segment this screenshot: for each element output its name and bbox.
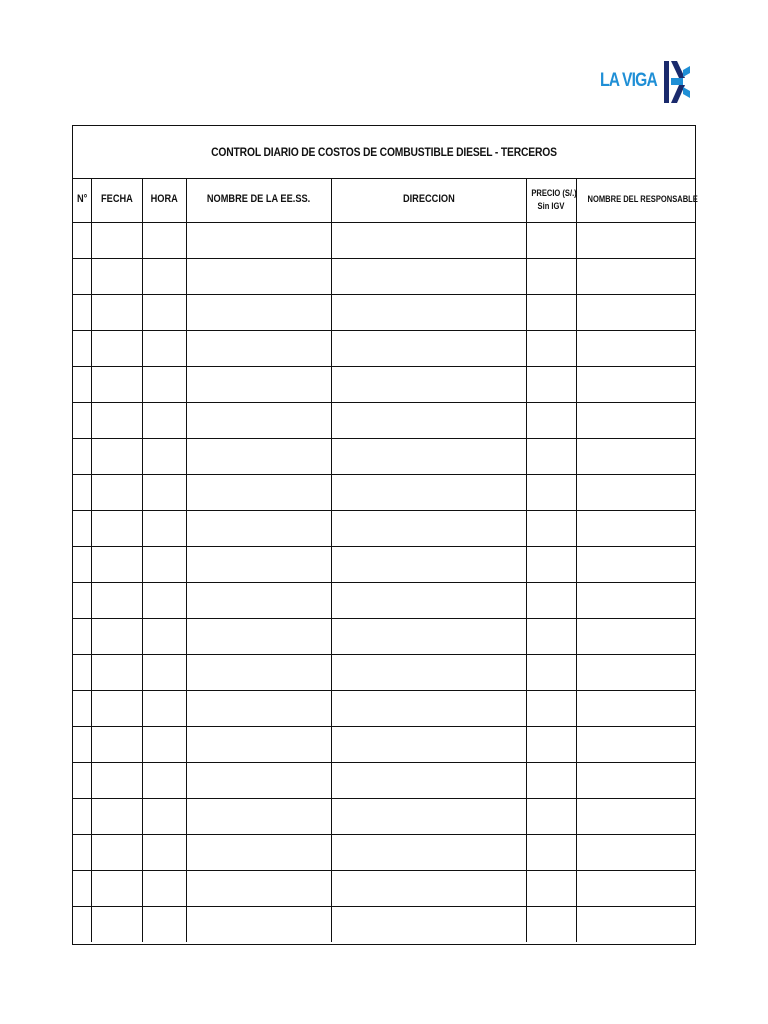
cell-direccion[interactable] xyxy=(331,835,526,871)
cell-direccion[interactable] xyxy=(331,547,526,583)
cell-estacion[interactable] xyxy=(186,547,331,583)
table-row xyxy=(73,295,695,331)
cell-hora[interactable] xyxy=(142,835,186,871)
cell-fecha[interactable] xyxy=(91,367,142,403)
cell-direccion[interactable] xyxy=(331,511,526,547)
cell-precio[interactable] xyxy=(526,295,576,331)
cell-fecha[interactable] xyxy=(91,799,142,835)
cell-estacion[interactable] xyxy=(186,655,331,691)
table-row xyxy=(73,223,695,259)
cell-responsable[interactable] xyxy=(576,367,695,403)
table-row xyxy=(73,403,695,439)
cell-responsable[interactable] xyxy=(576,223,695,259)
cell-precio[interactable] xyxy=(526,583,576,619)
cell-hora[interactable] xyxy=(142,799,186,835)
cell-responsable[interactable] xyxy=(576,907,695,943)
la-viga-logo-mark-icon xyxy=(662,58,692,108)
cell-estacion[interactable] xyxy=(186,799,331,835)
cell-fecha[interactable] xyxy=(91,547,142,583)
cell-estacion[interactable] xyxy=(186,367,331,403)
cell-precio[interactable] xyxy=(526,223,576,259)
cell-estacion[interactable] xyxy=(186,763,331,799)
cell-fecha[interactable] xyxy=(91,583,142,619)
cell-numero[interactable] xyxy=(73,475,91,511)
table-row xyxy=(73,763,695,799)
cell-hora[interactable] xyxy=(142,907,186,943)
cell-direccion[interactable] xyxy=(331,403,526,439)
cell-numero[interactable] xyxy=(73,583,91,619)
cell-responsable[interactable] xyxy=(576,655,695,691)
brand-logo xyxy=(600,58,692,108)
cell-direccion[interactable] xyxy=(331,763,526,799)
cell-hora[interactable] xyxy=(142,619,186,655)
cell-direccion[interactable] xyxy=(331,727,526,763)
cell-precio[interactable] xyxy=(526,655,576,691)
cell-hora[interactable] xyxy=(142,475,186,511)
form-title: CONTROL DIARIO DE COSTOS DE COMBUSTIBLE DIESEL - TERCEROS xyxy=(211,145,557,159)
cell-fecha[interactable] xyxy=(91,511,142,547)
cell-precio[interactable] xyxy=(526,331,576,367)
table-row xyxy=(73,439,695,475)
cell-responsable[interactable] xyxy=(576,619,695,655)
cell-precio[interactable] xyxy=(526,439,576,475)
table-row xyxy=(73,331,695,367)
cell-estacion[interactable] xyxy=(186,439,331,475)
cell-precio[interactable] xyxy=(526,511,576,547)
cell-fecha[interactable] xyxy=(91,259,142,295)
cell-hora[interactable] xyxy=(142,583,186,619)
cell-hora[interactable] xyxy=(142,691,186,727)
cell-estacion[interactable] xyxy=(186,223,331,259)
cell-responsable[interactable] xyxy=(576,799,695,835)
cell-direccion[interactable] xyxy=(331,259,526,295)
cell-responsable[interactable] xyxy=(576,331,695,367)
cell-fecha[interactable] xyxy=(91,295,142,331)
table-row xyxy=(73,475,695,511)
cell-precio[interactable] xyxy=(526,907,576,943)
cell-precio[interactable] xyxy=(526,367,576,403)
table-row xyxy=(73,871,695,907)
table-header-row xyxy=(73,178,695,223)
cell-responsable[interactable] xyxy=(576,871,695,907)
cell-responsable[interactable] xyxy=(576,259,695,295)
cell-precio[interactable] xyxy=(526,547,576,583)
column-header-precio: PRECIO (S/.) Sin IGV xyxy=(526,178,576,223)
cell-hora[interactable] xyxy=(142,727,186,763)
cell-precio[interactable] xyxy=(526,835,576,871)
table-row xyxy=(73,367,695,403)
cell-estacion[interactable] xyxy=(186,511,331,547)
fuel-cost-control-form xyxy=(72,125,696,945)
cell-hora[interactable] xyxy=(142,511,186,547)
table-row xyxy=(73,259,695,295)
table-row xyxy=(73,619,695,655)
table-body xyxy=(73,223,695,943)
cell-fecha[interactable] xyxy=(91,475,142,511)
cell-direccion[interactable] xyxy=(331,475,526,511)
table-row xyxy=(73,835,695,871)
cell-estacion[interactable] xyxy=(186,835,331,871)
table-row xyxy=(73,799,695,835)
cell-fecha[interactable] xyxy=(91,223,142,259)
cell-precio[interactable] xyxy=(526,727,576,763)
cell-direccion[interactable] xyxy=(331,871,526,907)
cell-numero[interactable] xyxy=(73,331,91,367)
cell-numero[interactable] xyxy=(73,871,91,907)
cell-direccion[interactable] xyxy=(331,295,526,331)
form-title-row xyxy=(73,126,695,179)
cell-precio[interactable] xyxy=(526,799,576,835)
cell-responsable[interactable] xyxy=(576,295,695,331)
cell-precio[interactable] xyxy=(526,403,576,439)
cell-fecha[interactable] xyxy=(91,403,142,439)
column-header-estacion: NOMBRE DE LA EE.SS. xyxy=(186,178,331,223)
column-header-hora: HORA xyxy=(142,178,186,223)
cell-direccion[interactable] xyxy=(331,691,526,727)
cell-direccion[interactable] xyxy=(331,331,526,367)
cell-hora[interactable] xyxy=(142,439,186,475)
cell-precio[interactable] xyxy=(526,619,576,655)
cell-fecha[interactable] xyxy=(91,835,142,871)
table-row xyxy=(73,727,695,763)
cell-hora[interactable] xyxy=(142,547,186,583)
cell-numero[interactable] xyxy=(73,907,91,943)
cell-responsable[interactable] xyxy=(576,583,695,619)
cell-estacion[interactable] xyxy=(186,259,331,295)
cell-precio[interactable] xyxy=(526,763,576,799)
cell-estacion[interactable] xyxy=(186,583,331,619)
cell-responsable[interactable] xyxy=(576,475,695,511)
cell-precio[interactable] xyxy=(526,475,576,511)
cell-numero[interactable] xyxy=(73,403,91,439)
cell-direccion[interactable] xyxy=(331,367,526,403)
cell-fecha[interactable] xyxy=(91,691,142,727)
cell-responsable[interactable] xyxy=(576,511,695,547)
cell-estacion[interactable] xyxy=(186,727,331,763)
cell-estacion[interactable] xyxy=(186,691,331,727)
fuel-cost-table xyxy=(73,178,698,942)
cell-direccion[interactable] xyxy=(331,223,526,259)
cell-fecha[interactable] xyxy=(91,763,142,799)
cell-fecha[interactable] xyxy=(91,331,142,367)
cell-estacion[interactable] xyxy=(186,871,331,907)
cell-hora[interactable] xyxy=(142,223,186,259)
cell-numero[interactable] xyxy=(73,439,91,475)
cell-responsable[interactable] xyxy=(576,727,695,763)
cell-numero[interactable] xyxy=(73,367,91,403)
cell-precio[interactable] xyxy=(526,871,576,907)
cell-numero[interactable] xyxy=(73,799,91,835)
cell-responsable[interactable] xyxy=(576,547,695,583)
cell-hora[interactable] xyxy=(142,367,186,403)
table-row xyxy=(73,907,695,943)
cell-hora[interactable] xyxy=(142,295,186,331)
cell-precio[interactable] xyxy=(526,259,576,295)
cell-direccion[interactable] xyxy=(331,907,526,943)
cell-numero[interactable] xyxy=(73,619,91,655)
cell-estacion[interactable] xyxy=(186,295,331,331)
cell-numero[interactable] xyxy=(73,547,91,583)
cell-fecha[interactable] xyxy=(91,727,142,763)
cell-estacion[interactable] xyxy=(186,907,331,943)
cell-responsable[interactable] xyxy=(576,439,695,475)
cell-responsable[interactable] xyxy=(576,763,695,799)
cell-estacion[interactable] xyxy=(186,331,331,367)
cell-hora[interactable] xyxy=(142,259,186,295)
cell-estacion[interactable] xyxy=(186,403,331,439)
table-row xyxy=(73,511,695,547)
cell-estacion[interactable] xyxy=(186,475,331,511)
cell-numero[interactable] xyxy=(73,259,91,295)
cell-fecha[interactable] xyxy=(91,655,142,691)
cell-numero[interactable] xyxy=(73,763,91,799)
table-row xyxy=(73,547,695,583)
cell-numero[interactable] xyxy=(73,691,91,727)
cell-hora[interactable] xyxy=(142,655,186,691)
cell-numero[interactable] xyxy=(73,223,91,259)
cell-direccion[interactable] xyxy=(331,655,526,691)
cell-direccion[interactable] xyxy=(331,583,526,619)
cell-hora[interactable] xyxy=(142,763,186,799)
cell-numero[interactable] xyxy=(73,835,91,871)
cell-responsable[interactable] xyxy=(576,403,695,439)
cell-responsable[interactable] xyxy=(576,691,695,727)
cell-hora[interactable] xyxy=(142,403,186,439)
brand-name: LA VIGA xyxy=(600,70,657,91)
cell-numero[interactable] xyxy=(73,655,91,691)
cell-precio[interactable] xyxy=(526,691,576,727)
table-row xyxy=(73,655,695,691)
cell-direccion[interactable] xyxy=(331,799,526,835)
cell-numero[interactable] xyxy=(73,295,91,331)
cell-fecha[interactable] xyxy=(91,871,142,907)
cell-numero[interactable] xyxy=(73,511,91,547)
column-header-responsable: NOMBRE DEL RESPONSABLE xyxy=(576,178,695,223)
table-row xyxy=(73,691,695,727)
cell-hora[interactable] xyxy=(142,871,186,907)
cell-fecha[interactable] xyxy=(91,619,142,655)
column-header-direccion: DIRECCION xyxy=(331,178,526,223)
cell-fecha[interactable] xyxy=(91,439,142,475)
table-row xyxy=(73,583,695,619)
cell-fecha[interactable] xyxy=(91,907,142,943)
cell-estacion[interactable] xyxy=(186,619,331,655)
cell-direccion[interactable] xyxy=(331,439,526,475)
column-header-fecha: FECHA xyxy=(91,178,142,223)
cell-hora[interactable] xyxy=(142,331,186,367)
cell-direccion[interactable] xyxy=(331,619,526,655)
column-header-numero: N° xyxy=(73,178,91,223)
cell-numero[interactable] xyxy=(73,727,91,763)
cell-responsable[interactable] xyxy=(576,835,695,871)
